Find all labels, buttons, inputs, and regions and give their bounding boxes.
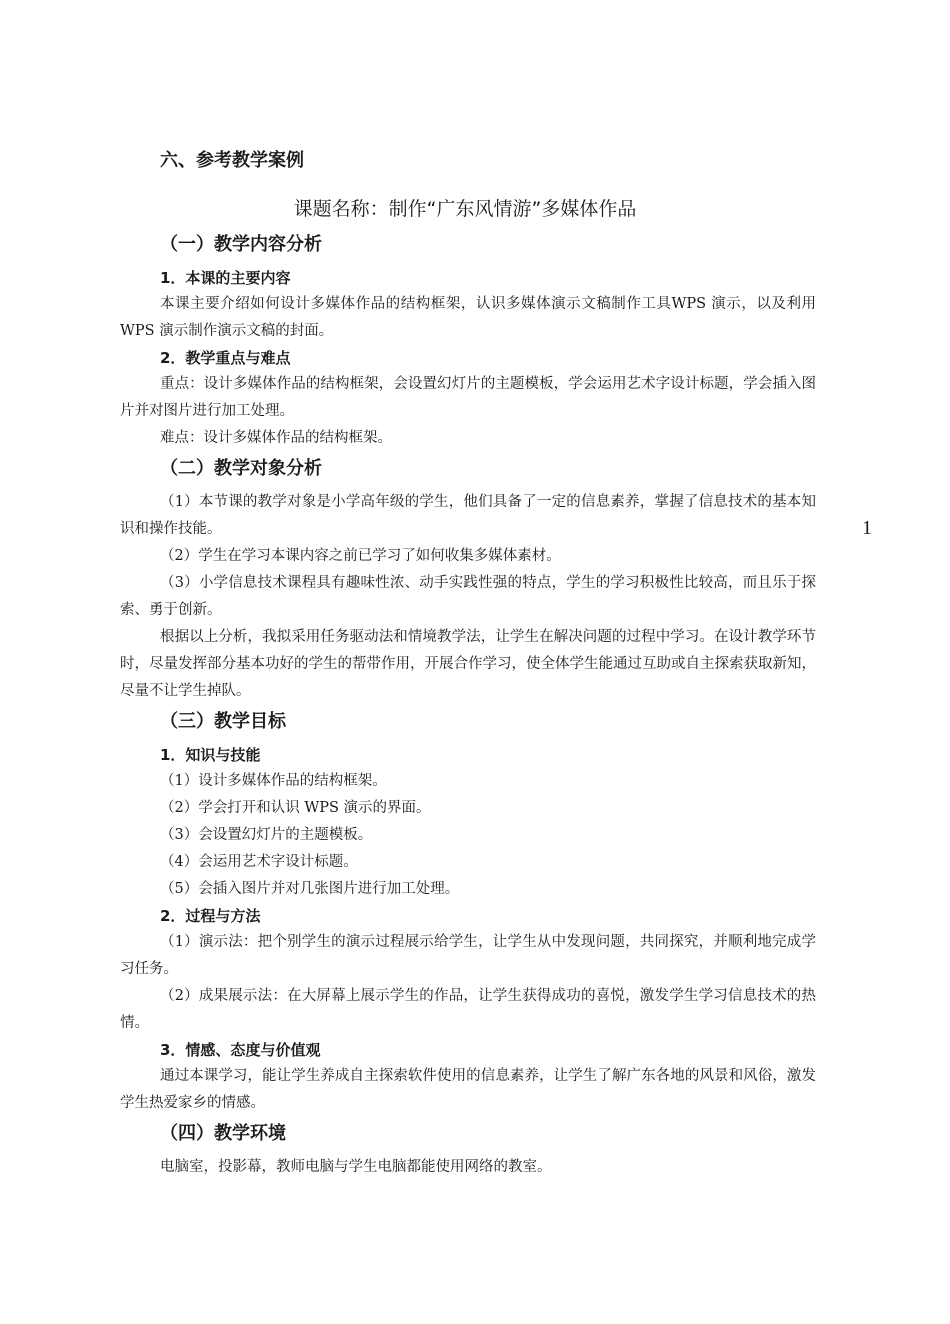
sec2-p4: 根据以上分析，我拟采用任务驱动法和情境教学法，让学生在解决问题的过程中学习。在设计教学环节时，尽量发挥部分基本功好的学生的帮带作用，开展合作学习，使全体学生能通过互助或自主探索获取新知，尽量不让学生掉队。: [120, 629, 816, 699]
sec3-sub1-title: 1．知识与技能: [160, 746, 261, 764]
sec1-sub1-title: 1．本课的主要内容: [160, 269, 291, 287]
sec3-sub3-title: 3．情感、态度与价值观: [160, 1041, 321, 1059]
sec1-title: （一）教学内容分析: [160, 234, 322, 255]
sec4-text: 电脑室，投影幕，教师电脑与学生电脑都能使用网络的教室。: [160, 1159, 552, 1175]
page-number: 1: [862, 517, 872, 539]
document-body: [120, 232, 816, 1181]
sec2-p3: （3）小学信息技术课程具有趣味性浓、动手实践性强的特点，学生的学习积极性比较高，而且乐于探索、勇于创新。: [120, 575, 816, 618]
lesson-title: 课题名称：制作“广东风情游”多媒体作品: [293, 198, 637, 220]
objective-item: （3）会设置幻灯片的主题模板。: [160, 827, 373, 843]
sec2-p2: （2）学生在学习本课内容之前已学习了如何收集多媒体素材。: [160, 548, 561, 564]
sec4-title: （四）教学环境: [160, 1123, 286, 1144]
objective-item: （2）学会打开和认识 WPS 演示的界面。: [160, 800, 431, 816]
sec2-p1: （1）本节课的教学对象是小学高年级的学生，他们具备了一定的信息素养，掌握了信息技术的基本知识和操作技能。: [120, 494, 816, 537]
sec3-emotion-text: 通过本课学习，能让学生养成自主探索软件使用的信息素养，让学生了解广东各地的风景和风俗，激发学生热爱家乡的情感。: [120, 1068, 816, 1111]
method-item: （2）成果展示法：在大屏幕上展示学生的作品，让学生获得成功的喜悦，激发学生学习信息技术的热情。: [120, 988, 816, 1031]
sec3-sub2-title: 2．过程与方法: [160, 907, 261, 925]
sec1-key-text: 重点：设计多媒体作品的结构框架，会设置幻灯片的主题模板，学会运用艺术字设计标题，学会插入图片并对图片进行加工处理。: [120, 376, 816, 419]
sec1-sub2-title: 2．教学重点与难点: [160, 349, 291, 367]
objective-item: （5）会插入图片并对几张图片进行加工处理。: [160, 881, 460, 897]
section-heading: 六、参考教学案例: [160, 150, 304, 171]
sec2-title: （二）教学对象分析: [160, 458, 322, 479]
objective-item: （4）会运用艺术字设计标题。: [160, 854, 358, 870]
sec1-hard-text: 难点：设计多媒体作品的结构框架。: [160, 430, 392, 446]
method-item: （1）演示法：把个别学生的演示过程展示给学生，让学生从中发现问题，共同探究，并顺利地完成学习任务。: [120, 934, 816, 977]
objective-item: （1）设计多媒体作品的结构框架。: [160, 773, 387, 789]
sec1-sub1-text: 本课主要介绍如何设计多媒体作品的结构框架，认识多媒体演示文稿制作工具WPS 演示，以及利用 WPS 演示制作演示文稿的封面。: [120, 296, 816, 339]
sec3-title: （三）教学目标: [160, 711, 286, 732]
